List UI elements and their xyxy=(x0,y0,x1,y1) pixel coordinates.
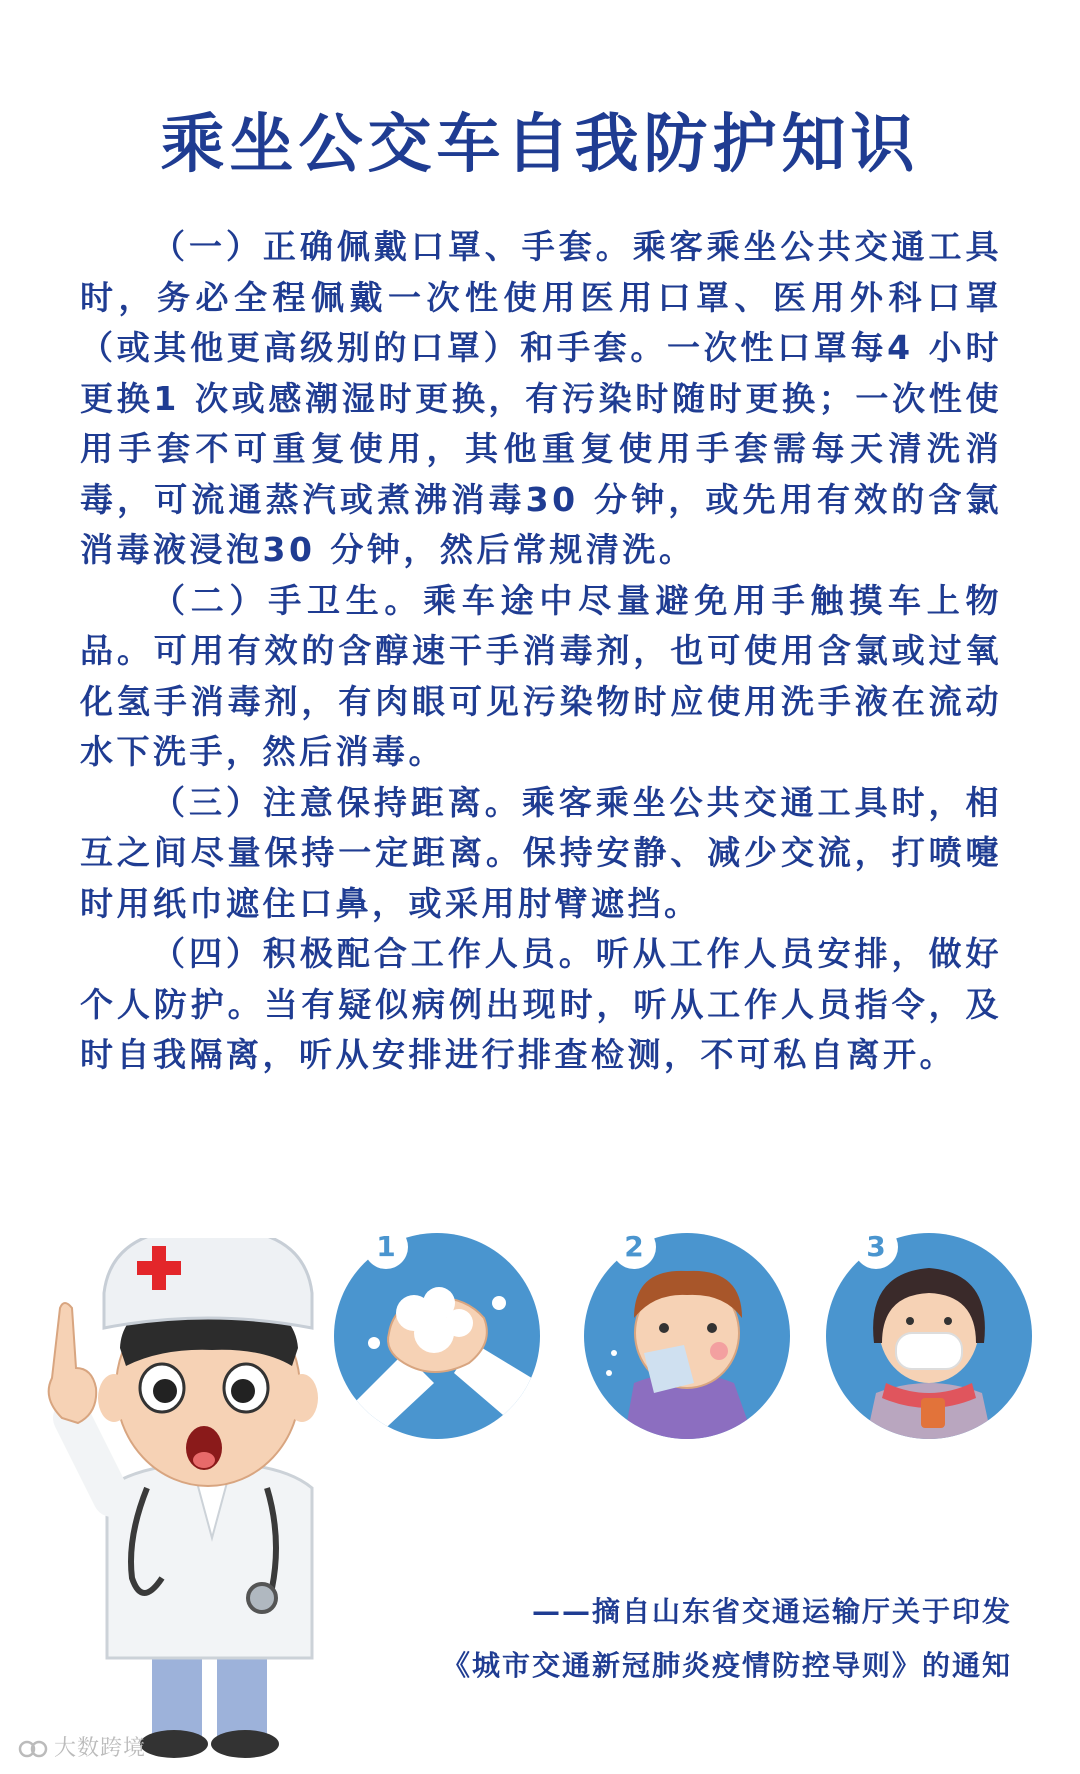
source-credit-line-2: 《城市交通新冠肺炎疫情防控导则》的通知 xyxy=(441,1649,1012,1682)
guidelines-text xyxy=(80,222,1002,1081)
watermark-text: 大数跨境 xyxy=(54,1736,147,1761)
source-credit-line-1: ——摘自山东省交通运输厅关于印发 xyxy=(531,1595,1012,1628)
doctor-illustration xyxy=(12,1238,342,1758)
step-1-number: 1 xyxy=(364,1225,408,1269)
sneezing-child-icon xyxy=(584,1233,790,1439)
watermark xyxy=(18,1731,146,1762)
step-2-number: 2 xyxy=(612,1225,656,1269)
page-title: 乘坐公交车自我防护知识 xyxy=(160,108,920,182)
guideline-2: （二）手卫生。乘车途中尽量避免用手触摸车上物品。可用有效的含醇速干手消毒剂，也可使用含氯或过氧化氢手消毒剂，有肉眼可见污染物时应使用洗手液在流动水下洗手，然后消毒。 xyxy=(80,580,1002,771)
guideline-1: （一）正确佩戴口罩、手套。乘客乘坐公共交通工具时，务必全程佩戴一次性使用医用口罩、医用外科口罩（或其他更高级别的口罩）和手套。一次性口罩每4 小时更换1 次或感潮湿时更换，有污染时随时更换；一次性使用手套不可重复使用，其他重复使用手套需每天清洗消毒，可流通蒸汽或煮沸消毒30 分钟，或先用有效的含氯消毒液浸泡30 分钟，然后常规清洗。 xyxy=(80,227,1002,569)
guideline-4: （四）积极配合工作人员。听从工作人员安排，做好个人防护。当有疑似病例出现时，听从工作人员指令，及时自我隔离，听从安排进行排查检测，不可私自离开。 xyxy=(80,934,1002,1074)
step-3-circle xyxy=(826,1233,1032,1439)
watermark-logo-icon xyxy=(18,1737,48,1761)
step-2-circle xyxy=(584,1233,790,1439)
step-3-number: 3 xyxy=(854,1225,898,1269)
step-1-circle xyxy=(334,1233,540,1439)
guideline-3: （三）注意保持距离。乘客乘坐公共交通工具时，相互之间尽量保持一定距离。保持安静、减少交流，打喷嚏时用纸巾遮住口鼻，或采用肘臂遮挡。 xyxy=(80,782,1002,923)
masked-girl-icon xyxy=(826,1233,1032,1439)
hand-washing-icon xyxy=(334,1233,540,1439)
